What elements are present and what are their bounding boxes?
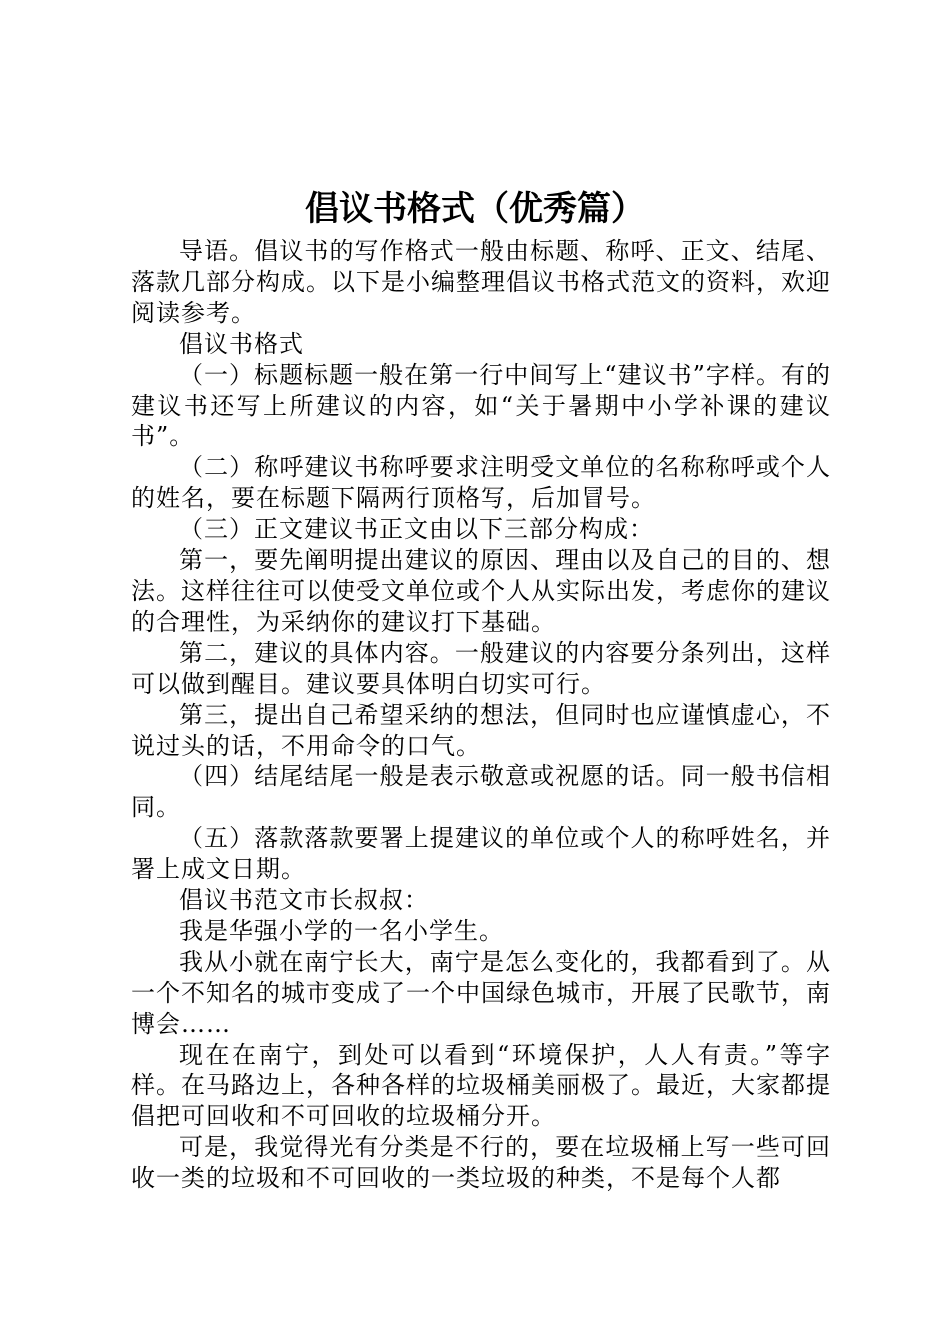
paragraph-salutation-section: （二）称呼建议书称呼要求注明受文单位的名称称呼或个人的姓名，要在标题下隔两行顶格写，后加冒号。 (131, 453, 831, 513)
paragraph-first-point: 第一，要先阐明提出建议的原因、理由以及自己的目的、想法。这样往往可以使受文单位或个人从实际出发，考虑你的建议的合理性，为采纳你的建议打下基础。 (131, 546, 831, 636)
document-body (131, 236, 831, 1194)
paragraph-sample-salutation: 倡议书范文市长叔叔： (179, 886, 429, 915)
paragraph-format-heading: 倡议书格式 (179, 329, 304, 358)
paragraph-body-section: （三）正文建议书正文由以下三部分构成： (179, 515, 654, 544)
paragraph-second-point: 第二，建议的具体内容。一般建议的内容要分条列出，这样可以做到醒目。建议要具体明白切实可行。 (131, 638, 831, 698)
paragraph-intro: 导语。倡议书的写作格式一般由标题、称呼、正文、结尾、落款几部分构成。以下是小编整理倡议书格式范文的资料，欢迎阅读参考。 (131, 237, 831, 327)
paragraph-sample-city: 我从小就在南宁长大，南宁是怎么变化的，我都看到了。从一个不知名的城市变成了一个中国绿色城市，开展了民歌节，南博会…… (131, 947, 831, 1038)
paragraph-closing-section: （四）结尾结尾一般是表示敬意或祝愿的话。同一般书信相同。 (131, 762, 831, 822)
paragraph-signature-section: （五）落款落款要署上提建议的单位或个人的称呼姓名，并署上成文日期。 (131, 824, 831, 884)
document-title: 倡议书格式（优秀篇） (305, 189, 645, 229)
paragraph-title-section: （一）标题标题一般在第一行中间写上“建议书”字样。有的建议书还写上所建议的内容，如“关于暑期中小学补课的建议书”。 (131, 360, 831, 451)
paragraph-sample-environment: 现在在南宁，到处可以看到“环境保护，人人有责。”等字样。在马路边上，各种各样的垃圾桶美丽极了。最近，大家都提倡把可回收和不可回收的垃圾桶分开。 (131, 1040, 831, 1131)
paragraph-sample-intro: 我是华强小学的一名小学生。 (179, 916, 504, 945)
paragraph-third-point: 第三，提出自己希望采纳的想法，但同时也应谨慎虚心，不说过头的话，不用命令的口气。 (131, 700, 831, 760)
paragraph-sample-proposal: 可是，我觉得光有分类是不行的，要在垃圾桶上写一些可回收一类的垃圾和不可回收的一类垃圾的种类，不是每个人都 (131, 1133, 831, 1193)
